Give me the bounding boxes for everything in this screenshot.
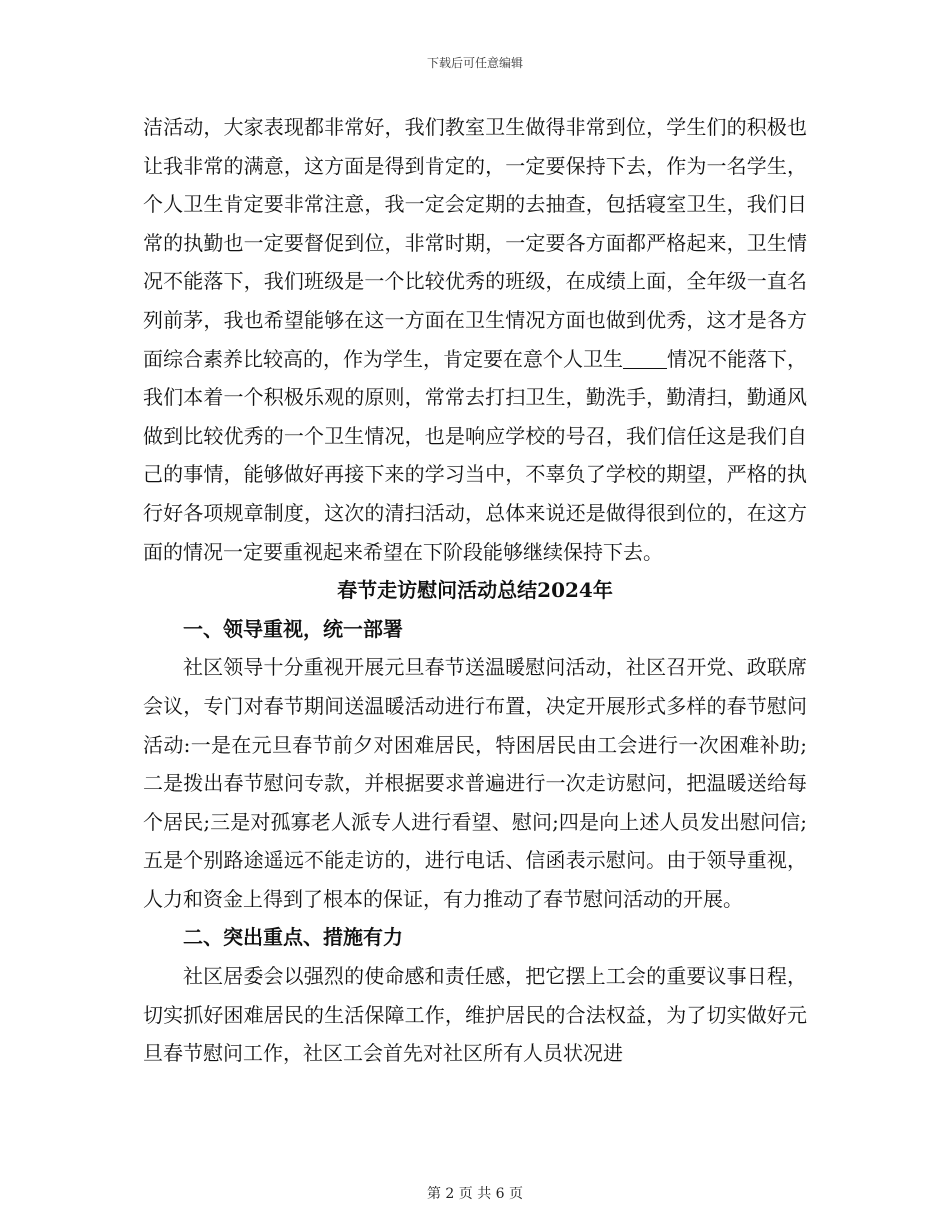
blank-underline	[623, 348, 667, 369]
section-1-paragraph: 社区领导十分重视开展元旦春节送温暖慰问活动，社区召开党、政联席会议，专门对春节期间送温暖活动进行布置，决定开展形式多样的春节慰问活动:一是在元旦春节前夕对困难居民，特困居民由工会进行一次困难补助;二是拨出春节慰问专款，并根据要求普遍进行一次走访慰问，把温暖送给每个居民;三是对孤寡老人派专人进行看望、慰问;四是向上述人员发出慰问信;五是个别路途遥远不能走访的，进行电话、信函表示慰问。由于领导重视，人力和资金上得到了根本的保证，有力推动了春节慰问活动的开展。	[143, 655, 807, 911]
intro-text-part1: 洁活动，大家表现都非常好，我们教室卫生做得非常到位，学生们的积极也让我非常的满意，这方面是得到肯定的，一定要保持下去，作为一名学生，个人卫生肯定要非常注意，我一定会定期的去抽查，包括寝室卫生，我们日常的执勤也一定要督促到位，非常时期，一定要各方面都严格起来，卫生情况不能落下，我们班级是一个比较优秀的班级，在成绩上面，全年级一直名列前茅，我也希望能够在这一方面在卫生情况方面也做到优秀，这才是各方面综合素养比较高的，作为学生，肯定要在意个人卫生	[143, 115, 807, 371]
section-1-heading: 一、领导重视，统一部署	[183, 616, 403, 641]
document-body	[143, 108, 807, 1073]
intro-paragraph	[143, 108, 807, 571]
section-2-heading: 二、突出重点、措施有力	[183, 925, 403, 950]
page-number: 第 2 页 共 6 页	[426, 1186, 524, 1202]
intro-text-part2: 情况不能落下，我们本着一个积极乐观的原则，常常去打扫卫生，勤洗手，勤清扫，勤通风做到比较优秀的一个卫生情况，也是响应学校的号召，我们信任这是我们自己的事情，能够做好再接下来的学习当中，不辜负了学校的期望，严格的执行好各项规章制度，这次的清扫活动，总体来说还是做得很到位的，在这方面的情况一定要重视起来希望在下阶段能够继续保持下去。	[143, 346, 807, 564]
page-header-note: 下载后可任意编辑	[426, 56, 523, 70]
document-title: 春节走访慰问活动总结2024年	[337, 578, 613, 603]
section-2-paragraph: 社区居委会以强烈的使命感和责任感，把它摆上工会的重要议事日程，切实抓好困难居民的生活保障工作，维护居民的合法权益，为了切实做好元旦春节慰问工作，社区工会首先对社区所有人员状况进	[143, 964, 807, 1066]
